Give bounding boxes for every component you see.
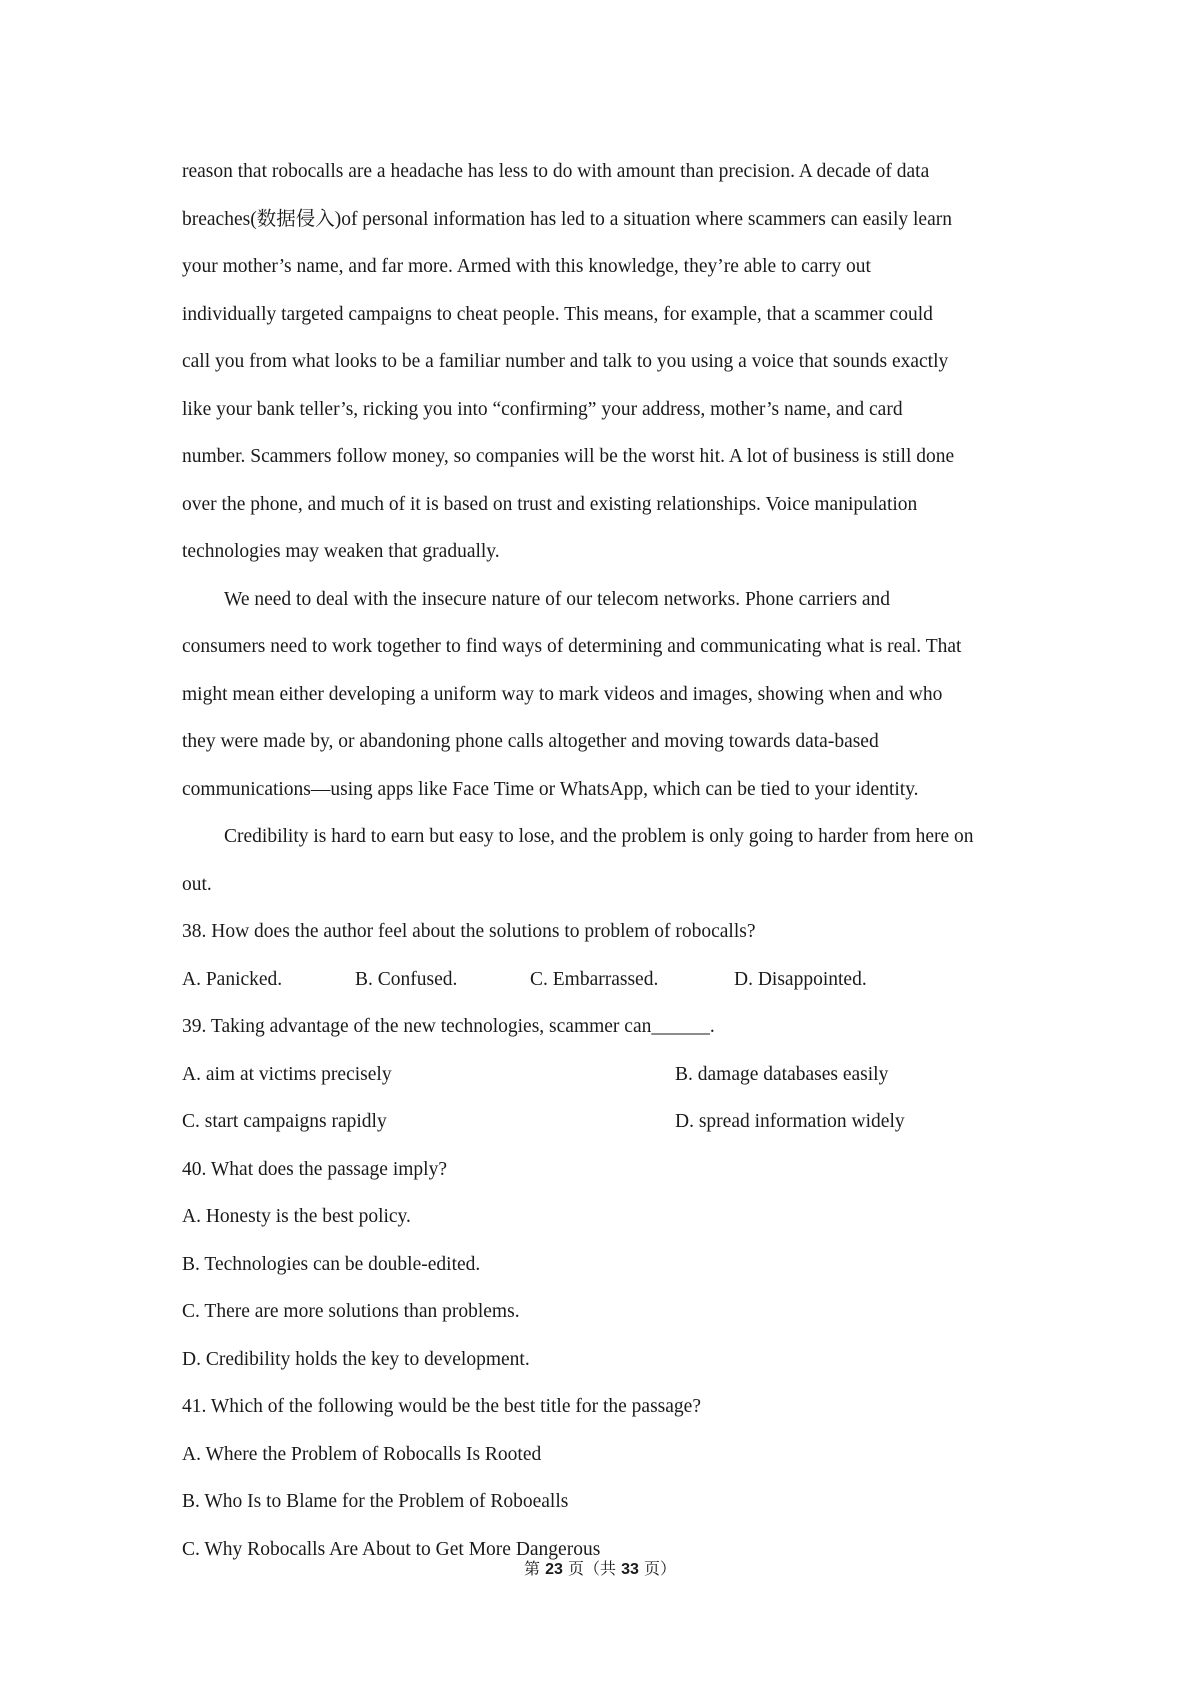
option-b: B. Confused. (355, 968, 458, 990)
paragraph-2 (182, 576, 1032, 814)
footer-suffix: 页） (643, 1559, 676, 1578)
footer-page-number: 23 (545, 1561, 563, 1578)
text-line: communications—using apps like Face Time or WhatsApp, which can be tied to your identity. (182, 778, 919, 800)
text-line: your mother’s name, and far more. Armed with this knowledge, they’re able to carry out (182, 256, 871, 277)
option-c: C. Why Robocalls Are About to Get More Dangerous (182, 1538, 601, 1560)
text-line: out. (182, 873, 212, 895)
question-39-options-row-2 (182, 1098, 1032, 1146)
question-40-stem: 40. What does the passage imply? (182, 1158, 447, 1180)
text-line: reason that robocalls are a headache has less to do with amount than precision. A decade of data (182, 161, 930, 182)
question-38-options (182, 956, 1032, 1004)
text-line: like your bank teller’s, ricking you into “confirming” your address, mother’s name, and card (182, 398, 903, 420)
text-line: might mean either developing a uniform way to mark videos and images, showing when and who (182, 683, 943, 705)
option-b: B. Technologies can be double-edited. (182, 1253, 481, 1275)
option-d: D. spread information widely (675, 1111, 905, 1132)
text-line: call you from what looks to be a familiar number and talk to you using a voice that sounds exactly (182, 351, 949, 372)
footer-middle: 页（共 (567, 1559, 616, 1578)
option-c: C. Embarrassed. (530, 968, 659, 990)
text-line: Credibility is hard to earn but easy to lose, and the problem is only going to harder from here on (224, 826, 974, 847)
footer-prefix: 第 (523, 1559, 540, 1578)
option-d: D. Credibility holds the key to development. (182, 1348, 530, 1370)
option-c: C. start campaigns rapidly (182, 1111, 387, 1132)
page-footer (0, 1556, 1200, 1579)
document-page (182, 148, 1032, 1573)
option-b: B. Who Is to Blame for the Problem of Roboealls (182, 1491, 569, 1512)
text-line: over the phone, and much of it is based on trust and existing relationships. Voice manipulation (182, 493, 918, 515)
option-a: A. aim at victims precisely (182, 1063, 392, 1085)
question-39-options-row-1 (182, 1051, 1032, 1099)
paragraph-3 (182, 813, 1032, 908)
question-41-stem: 41. Which of the following would be the best title for the passage? (182, 1396, 701, 1417)
question-38-stem: 38. How does the author feel about the solutions to problem of robocalls? (182, 921, 756, 942)
text-line: number. Scammers follow money, so companies will be the worst hit. A lot of business is still done (182, 446, 955, 467)
text-line: technologies may weaken that gradually. (182, 541, 500, 562)
text-line: consumers need to work together to find ways of determining and communicating what is real. That (182, 636, 962, 657)
text-line: individually targeted campaigns to cheat people. This means, for example, that a scammer could (182, 303, 933, 325)
option-a: A. Panicked. (182, 968, 283, 990)
option-b: B. damage databases easily (675, 1063, 889, 1085)
question-39-stem: 39. Taking advantage of the new technologies, scammer can______. (182, 1016, 715, 1037)
text-line: breaches(数据侵入)of personal information has led to a situation where scammers can easily learn (182, 208, 952, 230)
footer-total-pages: 33 (621, 1561, 639, 1578)
option-c: C. There are more solutions than problems. (182, 1301, 520, 1322)
option-a: A. Where the Problem of Robocalls Is Rooted (182, 1443, 542, 1465)
text-line: they were made by, or abandoning phone calls altogether and moving towards data-based (182, 731, 879, 752)
text-line: We need to deal with the insecure nature of our telecom networks. Phone carriers and (224, 588, 891, 610)
paragraph-1 (182, 148, 1032, 576)
option-a: A. Honesty is the best policy. (182, 1206, 411, 1227)
option-d: D. Disappointed. (734, 968, 867, 990)
